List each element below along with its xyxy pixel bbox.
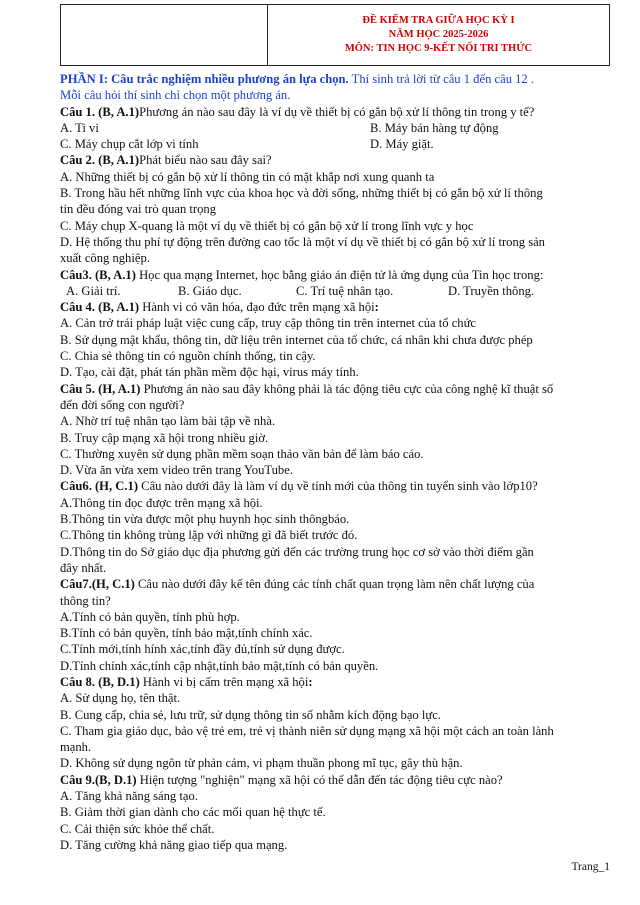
question-text: Phương án nào sau đây là ví dụ về thiết bị có gắn bộ xử lí thông tin trong y tế? [139,104,535,119]
question-label: Câu 5. (H, A.1) [60,381,141,396]
option-c: C. Thường xuyên sử dụng phần mềm soạn thảo văn bản để làm báo cáo. [60,446,424,461]
option-d: D. Không sử dụng ngôn từ phản cảm, vi phạm thuần phong mĩ tục, gây thù hận. [60,756,463,771]
option-b: B.Thông tin vừa được một phụ huynh học sinh thôngbáo. [60,512,350,527]
question-label: Câu 2. (B, A.1) [60,153,140,168]
option-b-cont: tin đều đóng vai trò quan trọng [60,202,216,217]
option-a: A. Nhờ trí tuệ nhân tạo làm bài tập về nhà. [60,414,276,429]
q1-options-row-2 [60,136,612,152]
question-text: Hành vi có văn hóa, đạo đức trên mạng xã hội [139,300,375,315]
question-label: Câu7.(H, C.1) [60,577,135,592]
question-colon: : [308,674,313,689]
question-text-cont: đến đời sống con người? [60,397,185,412]
option-b: B. Giáo dục. [178,283,242,298]
option-d: D.Tính chính xác,tính cập nhật,tính bảo mật,tính có bản quyền. [60,658,379,673]
option-a: A. Giải trí. [66,283,121,298]
part1-title: PHẦN I: Câu trắc nghiệm nhiều phương án lựa chọn. [60,72,349,86]
question-label: Câu 1. (B, A.1) [60,104,140,119]
question-text: Hành vi bị cấm trên mạng xã hội [139,674,309,689]
option-c: C. Máy chụp cắt lớp vi tính [60,137,199,152]
question-text: Câu nào dưới đây là làm ví dụ về tính mới của thông tin tuyển sinh vào lớp10? [138,479,538,494]
option-a: A. Sử dụng họ, tên thật. [60,691,181,706]
header-left-cell [61,5,268,66]
page-number: Trang_1 [571,861,610,873]
option-d-cont: đây nhất. [60,560,107,575]
question-8 [60,674,612,690]
question-text: Câu nào dưới đây kể tên đúng các tính chất quan trọng làm nên chất lượng của [134,577,535,592]
question-1 [60,104,612,120]
option-c: C. Cải thiện sức khỏe thể chất. [60,821,215,836]
header-table [60,4,610,66]
option-a: A. Những thiết bị có gắn bộ xử lí thông tin có mặt khắp nơi xung quanh ta [60,169,435,184]
question-label: Câu 4. (B, A.1) [60,300,140,315]
question-text: Hiện tượng "nghiện" mạng xã hội có thể dẫn đến tác động tiêu cực nào? [136,772,503,787]
part1-instruction-2: Mỗi câu hỏi thí sinh chỉ chọn một phương án. [60,88,291,103]
option-c-cont: mạnh. [60,740,92,755]
option-d: D. Vừa ăn vừa xem video trên trang YouTube. [60,463,293,478]
question-label: Câu3. (B, A.1) [60,267,136,282]
option-b: B. Máy bán hàng tự động [370,120,499,135]
q1-options-row-1 [60,120,612,136]
question-9 [60,772,612,788]
option-b: B. Giảm thời gian dành cho các mối quan hệ thực tế. [60,805,326,820]
option-d: D. Máy giặt. [370,137,434,152]
question-7 [60,576,612,592]
question-text: Phương án nào sau đây không phải là tác động tiêu cực của công nghệ kĩ thuật số [140,381,554,396]
part1-instruction: Thí sinh trả lời từ câu 1 đến câu 12 . [348,72,535,86]
option-c: C. Tham gia giáo dục, bảo vệ trẻ em, trẻ vị thành niên sử dụng mạng xã hội một cách an toàn lành [60,723,554,738]
option-d: D. Truyền thông. [448,283,535,298]
question-5 [60,381,612,397]
header-right-cell [268,5,610,66]
option-d-cont: xuất công nghiệp. [60,251,150,266]
option-a: A.Tính có bản quyền, tính phù hợp. [60,609,240,624]
part1-heading [60,71,612,87]
option-b: B. Trong hầu hết những lĩnh vực của khoa học và đời sống, những thiết bị có gắn bộ xử lí thông [60,186,543,201]
option-d: D. Tạo, cài đặt, phát tán phần mềm độc hại, virus máy tính. [60,365,359,380]
option-c: C. Trí tuệ nhân tạo. [296,283,394,298]
option-a: A. Ti vi [60,120,99,135]
option-b: B. Sử dụng mật khẩu, thông tin, dữ liệu trên internet của tổ chức, cá nhân khi chưa được phép [60,332,533,347]
option-c: C.Thông tin không trùng lặp với những gì đã biết trước đó. [60,528,358,543]
exam-title: ĐỀ KIỂM TRA GIỮA HỌC KỲ I [362,15,515,26]
question-6 [60,478,612,494]
school-year: NĂM HỌC 2025-2026 [388,29,489,40]
question-colon: : [374,300,379,315]
exam-content [60,71,612,853]
option-c: C. Máy chụp X-quang là một ví dụ về thiết bị có gắn bộ xử lí trong lĩnh vực y học [60,218,474,233]
question-label: Câu 8. (B, D.1) [60,674,140,689]
option-b: B.Tính có bản quyền, tính bảo mật,tính chính xác. [60,626,313,641]
option-d: D. Tăng cường khả năng giao tiếp qua mạng. [60,837,288,852]
subject-line: MÔN: TIN HỌC 9-KẾT NỐI TRI THỨC [344,43,533,54]
q3-options-row [60,283,612,299]
question-2 [60,152,612,168]
question-text: Phát biểu nào sau đây sai? [139,153,272,168]
question-4 [60,299,612,315]
question-label: Câu 9.(B, D.1) [60,772,137,787]
question-text: Học qua mạng Internet, học bằng giáo án điện tử là ứng dụng của Tin học trong: [135,267,544,282]
option-d: D.Thông tin do Sở giáo dục địa phương gửi đến các trường trung học cơ sở vào thời điểm gần [60,544,534,559]
option-a: A. Cản trở trái pháp luật việc cung cấp, truy cập thông tin trên internet của tổ chức [60,316,476,331]
question-label: Câu6. (H, C.1) [60,479,139,494]
option-b: B. Truy cập mạng xã hội trong nhiều giờ. [60,430,269,445]
option-d: D. Hệ thống thu phí tự động trên đường cao tốc là một ví dụ về thiết bị có gắn bộ xử lí trong sản [60,234,545,249]
question-3 [60,267,612,283]
question-text-cont: thông tin? [60,593,111,608]
option-b: B. Cung cấp, chia sẻ, lưu trữ, sử dụng thông tin số nhằm kích động bạo lực. [60,707,441,722]
option-a: A. Tăng khả năng sáng tạo. [60,789,198,804]
option-c: C. Chia sẻ thông tin có nguồn chính thống, tin cậy. [60,349,316,364]
option-c: C.Tính mới,tính hính xác,tính đầy đủ,tính sử dụng được. [60,642,345,657]
option-a: A.Thông tin đọc được trên mạng xã hội. [60,495,263,510]
